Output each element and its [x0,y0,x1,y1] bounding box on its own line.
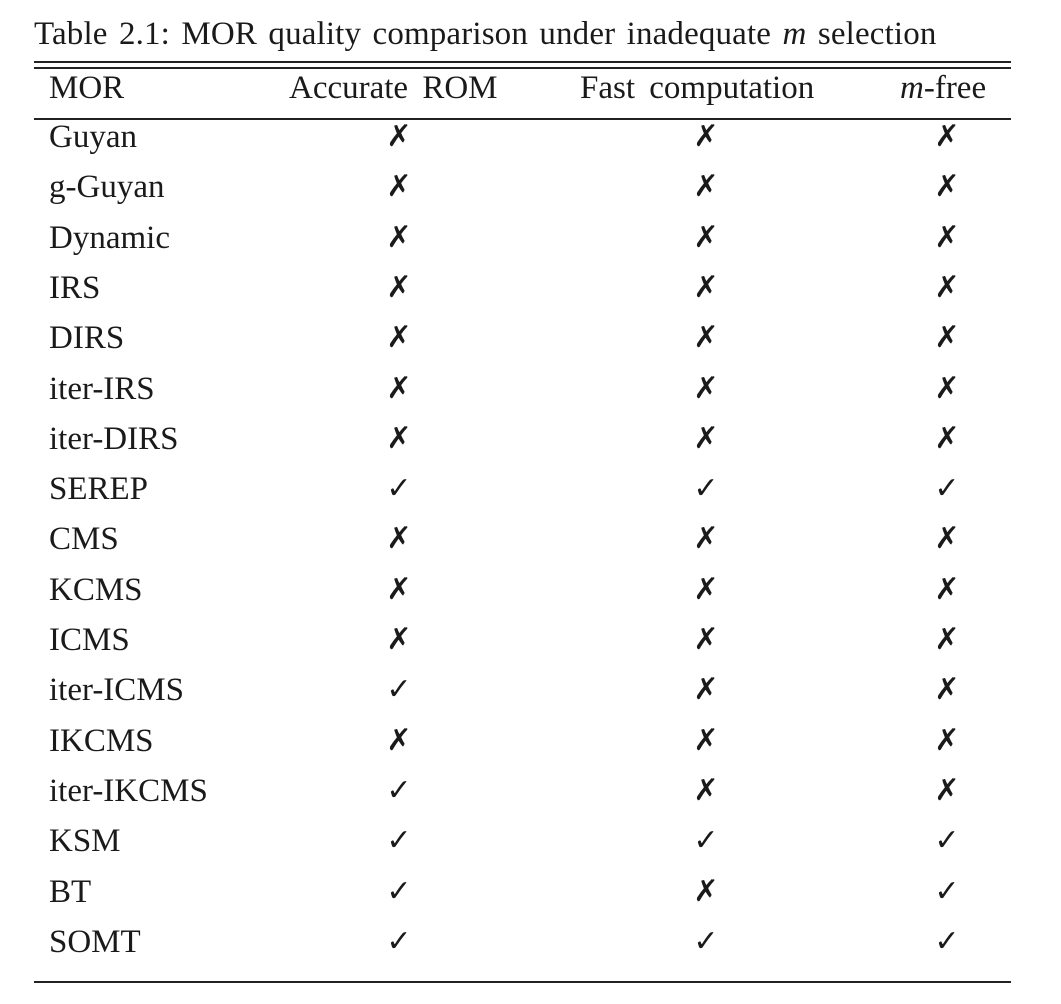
accurate-rom-mark: ✗ [386,119,412,154]
fast-computation-mark: ✓ [693,471,719,507]
m-free-mark: ✗ [934,420,960,456]
table-row [0,565,1061,615]
top-rule-inner [34,67,1011,69]
m-free-mark: ✗ [934,571,960,607]
accurate-rom-mark: ✗ [386,370,412,406]
mor-method-name: IRS [49,269,101,306]
fast-computation-mark: ✗ [693,873,719,909]
mor-method-name: SEREP [49,471,149,508]
mor-method-name: iter-IRS [49,370,155,407]
mor-method-name: g-Guyan [49,169,165,206]
table-row [0,464,1061,514]
m-free-mark: ✓ [934,471,960,507]
mor-method-name: iter-ICMS [49,672,184,709]
mor-method-name: KCMS [49,571,143,608]
table-caption [34,10,1034,58]
m-free-mark: ✗ [934,370,960,406]
accurate-rom-mark: ✓ [386,873,412,909]
fast-computation-mark: ✗ [693,521,719,557]
caption-suffix: selection [806,16,937,52]
table-row [0,414,1061,464]
bottom-rule [34,981,1011,983]
table-row [0,665,1061,715]
header-m-variable: m [900,70,924,106]
caption-prefix: Table 2.1: MOR quality comparison under inadequate [34,16,783,52]
mor-method-name: CMS [49,521,119,558]
fast-computation-mark: ✓ [693,923,719,959]
table-row [0,615,1061,665]
accurate-rom-mark: ✓ [386,923,412,959]
fast-computation-mark: ✗ [693,420,719,456]
m-free-mark: ✓ [934,923,960,959]
fast-computation-mark: ✗ [693,119,719,154]
m-free-mark: ✓ [934,873,960,909]
table-row [0,112,1061,162]
table-row [0,263,1061,313]
accurate-rom-mark: ✓ [386,672,412,708]
m-free-mark: ✗ [934,119,960,154]
table-row [0,213,1061,263]
table-row [0,364,1061,414]
m-free-mark: ✗ [934,672,960,708]
mor-method-name: Dynamic [49,219,170,256]
accurate-rom-mark: ✗ [386,521,412,557]
fast-computation-mark: ✗ [693,169,719,205]
table-row [0,816,1061,866]
accurate-rom-mark: ✗ [386,571,412,607]
header-m-free [900,64,986,112]
accurate-rom-mark: ✗ [386,169,412,205]
table-row [0,514,1061,564]
header-mor: MOR [49,70,125,106]
caption-m-variable: m [782,16,807,52]
fast-computation-mark: ✗ [693,622,719,657]
accurate-rom-mark: ✗ [386,722,412,758]
mor-method-name: IKCMS [49,722,154,759]
accurate-rom-mark: ✓ [386,471,412,507]
table-row [0,766,1061,816]
accurate-rom-mark: ✗ [386,420,412,456]
mor-method-name: DIRS [49,320,125,357]
mor-method-name: ICMS [49,622,130,658]
fast-computation-mark: ✗ [693,219,719,255]
m-free-mark: ✗ [934,219,960,255]
table-row [0,917,1061,967]
m-free-mark: ✗ [934,320,960,356]
accurate-rom-mark: ✗ [386,269,412,305]
fast-computation-mark: ✗ [693,370,719,406]
mor-method-name: BT [49,873,92,910]
fast-computation-mark: ✗ [693,722,719,758]
fast-computation-mark: ✗ [693,772,719,808]
mor-method-name: SOMT [49,923,141,960]
table-row [0,867,1061,917]
m-free-mark: ✗ [934,622,960,657]
accurate-rom-mark: ✗ [386,320,412,356]
m-free-mark: ✗ [934,169,960,205]
top-rule-outer [34,61,1011,63]
m-free-mark: ✓ [934,823,960,859]
table-row [0,716,1061,766]
table-row [0,313,1061,363]
header-fast-computation: Fast computation [580,70,815,106]
fast-computation-mark: ✗ [693,672,719,708]
m-free-mark: ✗ [934,722,960,758]
m-free-mark: ✗ [934,521,960,557]
mor-method-name: KSM [49,823,121,860]
m-free-mark: ✗ [934,772,960,808]
accurate-rom-mark: ✓ [386,772,412,808]
accurate-rom-mark: ✗ [386,622,412,657]
header-m-free-suffix: -free [923,70,987,106]
header-accurate-rom: Accurate ROM [289,70,498,106]
fast-computation-mark: ✓ [693,823,719,859]
mor-method-name: iter-DIRS [49,420,179,457]
fast-computation-mark: ✗ [693,571,719,607]
mor-method-name: Guyan [49,119,137,155]
m-free-mark: ✗ [934,269,960,305]
accurate-rom-mark: ✓ [386,823,412,859]
fast-computation-mark: ✗ [693,269,719,305]
fast-computation-mark: ✗ [693,320,719,356]
mor-method-name: iter-IKCMS [49,772,208,809]
accurate-rom-mark: ✗ [386,219,412,255]
table-row [0,162,1061,212]
